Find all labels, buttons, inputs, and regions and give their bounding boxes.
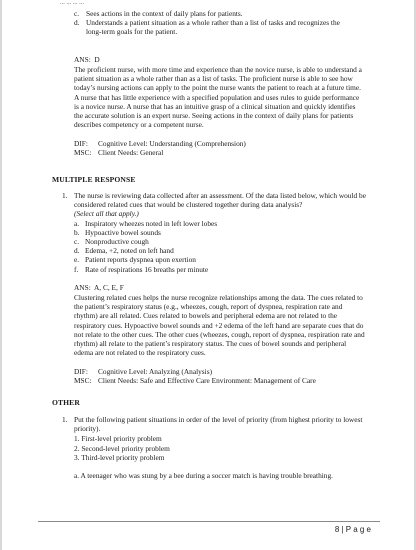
section-heading-other: OTHER — [52, 398, 80, 407]
option-d — [74, 18, 374, 36]
priority-level-3: 3. Third-level priority problem — [74, 452, 165, 462]
priority-level-2: 2. Second-level priority problem — [74, 443, 170, 453]
dif-label: DIF: — [74, 367, 88, 376]
option-label: d. — [74, 18, 80, 28]
option-c: c. Nonproductive cough — [74, 237, 149, 247]
dif-value: Cognitive Level: Analyzing (Analysis) — [98, 367, 213, 376]
question-instruction: (Select all that apply.) — [74, 209, 139, 219]
page-number: 8 | P a g e — [334, 525, 371, 534]
other-question-1 — [62, 415, 377, 480]
prev-rationale: The proficient nurse, with more time and experience than the novice nurse, is able to understand a patient situation as a whole rather than as a list of tasks. The proficient nurse is able to see how today’s nursing actions can apply to the point the nurse wants the patient to reach at a future time. A nurse that has little experience with a specified population and uses rules to guide performance is a novice nurse. A nurse that has an intuitive grasp of a clinical situation and quickly identifies the accurate solution is an expert nurse. Seeing actions in the context of daily plans for patients describes competency or a competent nurse. — [74, 65, 362, 130]
option-text: Sees actions in the context of daily plans for patients. — [86, 9, 243, 18]
option-e: e. Patient reports dyspnea upon exertion — [74, 255, 196, 265]
option-f: f. Rate of respirations 16 breaths per minute — [74, 264, 209, 274]
option-text: Understands a patient situation as a whole rather than a list of tasks and recognizes the long-term goals for the patient. — [86, 18, 340, 37]
mr-question-1 — [62, 191, 377, 274]
question-stem: Put the following patient situations in order of the level of priority (from highest priority to lowest priority). — [74, 415, 363, 434]
msc-value: Client Needs: General — [98, 148, 164, 158]
msc-label: MSC: — [74, 148, 92, 158]
question-stem: The nurse is reviewing data collected after an assessment. Of the data listed below, which would be considered related cues that would be clustered together during data analysis? — [74, 191, 366, 210]
footer-divider — [38, 521, 380, 522]
option-c — [74, 9, 374, 18]
question-number: 1. — [62, 415, 68, 424]
dif-label: DIF: — [74, 139, 88, 148]
section-heading-multiple-response: MULTIPLE RESPONSE — [52, 175, 136, 184]
prev-metadata — [74, 139, 246, 157]
dif-value: Cognitive Level: Understanding (Comprehension) — [98, 139, 246, 148]
option-label: c. — [74, 9, 80, 18]
option-a: a. A teenager who was stung by a bee during a soccer match is having trouble breathing. — [74, 471, 333, 481]
msc-label: MSC: — [74, 376, 92, 386]
priority-level-1: 1. First-level priority problem — [74, 434, 162, 444]
mr-rationale: Clustering related cues helps the nurse recognize relationships among the data. The cues related to the patient’s respiratory status (e.g., wheezes, cough, report of dyspnea, respiration rate and rhythm) are all related. Cues related to bowels and peripheral edema are not related to the respiratory cues. Hypoactive bowel sounds and +2 edema of the left hand are separate cues that do not relate to the other cues. The other cues (wheezes, cough, report of dyspnea, respiration rate and rhythm) all relate to the patient’s respiratory status. The cues of bowel sounds and peripheral edema are not related to the respiratory cues. — [74, 293, 365, 358]
mr-answer: ANS: A, C, E, F — [74, 283, 124, 292]
prev-answer: ANS: D — [74, 55, 100, 64]
prev-question-options — [74, 9, 374, 37]
mr-options — [74, 219, 373, 274]
option-a: a. Inspiratory wheezes noted in left lower lobes — [74, 218, 218, 228]
msc-value: Client Needs: Safe and Effective Care Environment: Management of Care — [98, 376, 316, 386]
mr-metadata — [74, 367, 316, 385]
option-b: b. Hypoactive bowel sounds — [74, 227, 161, 237]
cut-off-top-line: ... ... ... ... — [60, 0, 84, 6]
option-d: d. Edema, +2, noted on left hand — [74, 246, 174, 256]
question-number: 1. — [62, 191, 68, 200]
